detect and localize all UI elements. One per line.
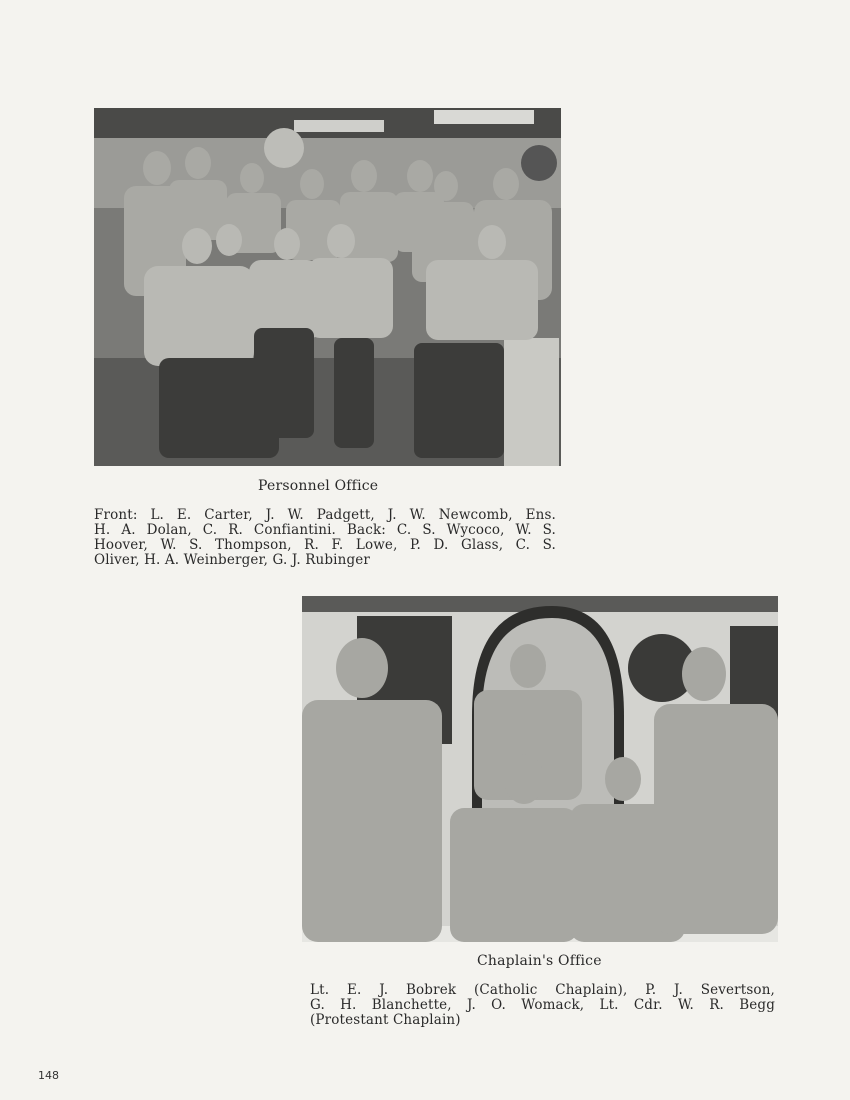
caption-line: (Protestant Chaplain) [310, 1012, 461, 1028]
caption-line: Lt. E. J. Bobrek (Catholic Chaplain), P. J. Severtson, [310, 982, 775, 998]
caption-line: Oliver, H. A. Weinberger, G. J. Rubinger [94, 552, 371, 568]
caption-line: Front: L. E. Carter, J. W. Padgett, J. W. Newcomb, Ens. [94, 507, 556, 523]
caption-line: H. A. Dolan, C. R. Confiantini. Back: C. S. Wycoco, W. S. [94, 522, 556, 538]
chaplains-office-photo-image [302, 596, 778, 942]
chaplains-office-title: Chaplain's Office [477, 953, 602, 969]
chaplains-office-photo [302, 596, 778, 942]
personnel-office-photo-image [94, 108, 561, 466]
personnel-office-caption [94, 508, 556, 568]
personnel-office-photo [94, 108, 561, 466]
caption-line: Hoover, W. S. Thompson, R. F. Lowe, P. D. Glass, C. S. [94, 537, 556, 553]
caption-line: G. H. Blanchette, J. O. Womack, Lt. Cdr. W. R. Begg [310, 997, 775, 1013]
chaplains-office-caption [310, 983, 775, 1028]
page-number: 148 [38, 1069, 59, 1082]
personnel-office-title: Personnel Office [258, 478, 379, 494]
